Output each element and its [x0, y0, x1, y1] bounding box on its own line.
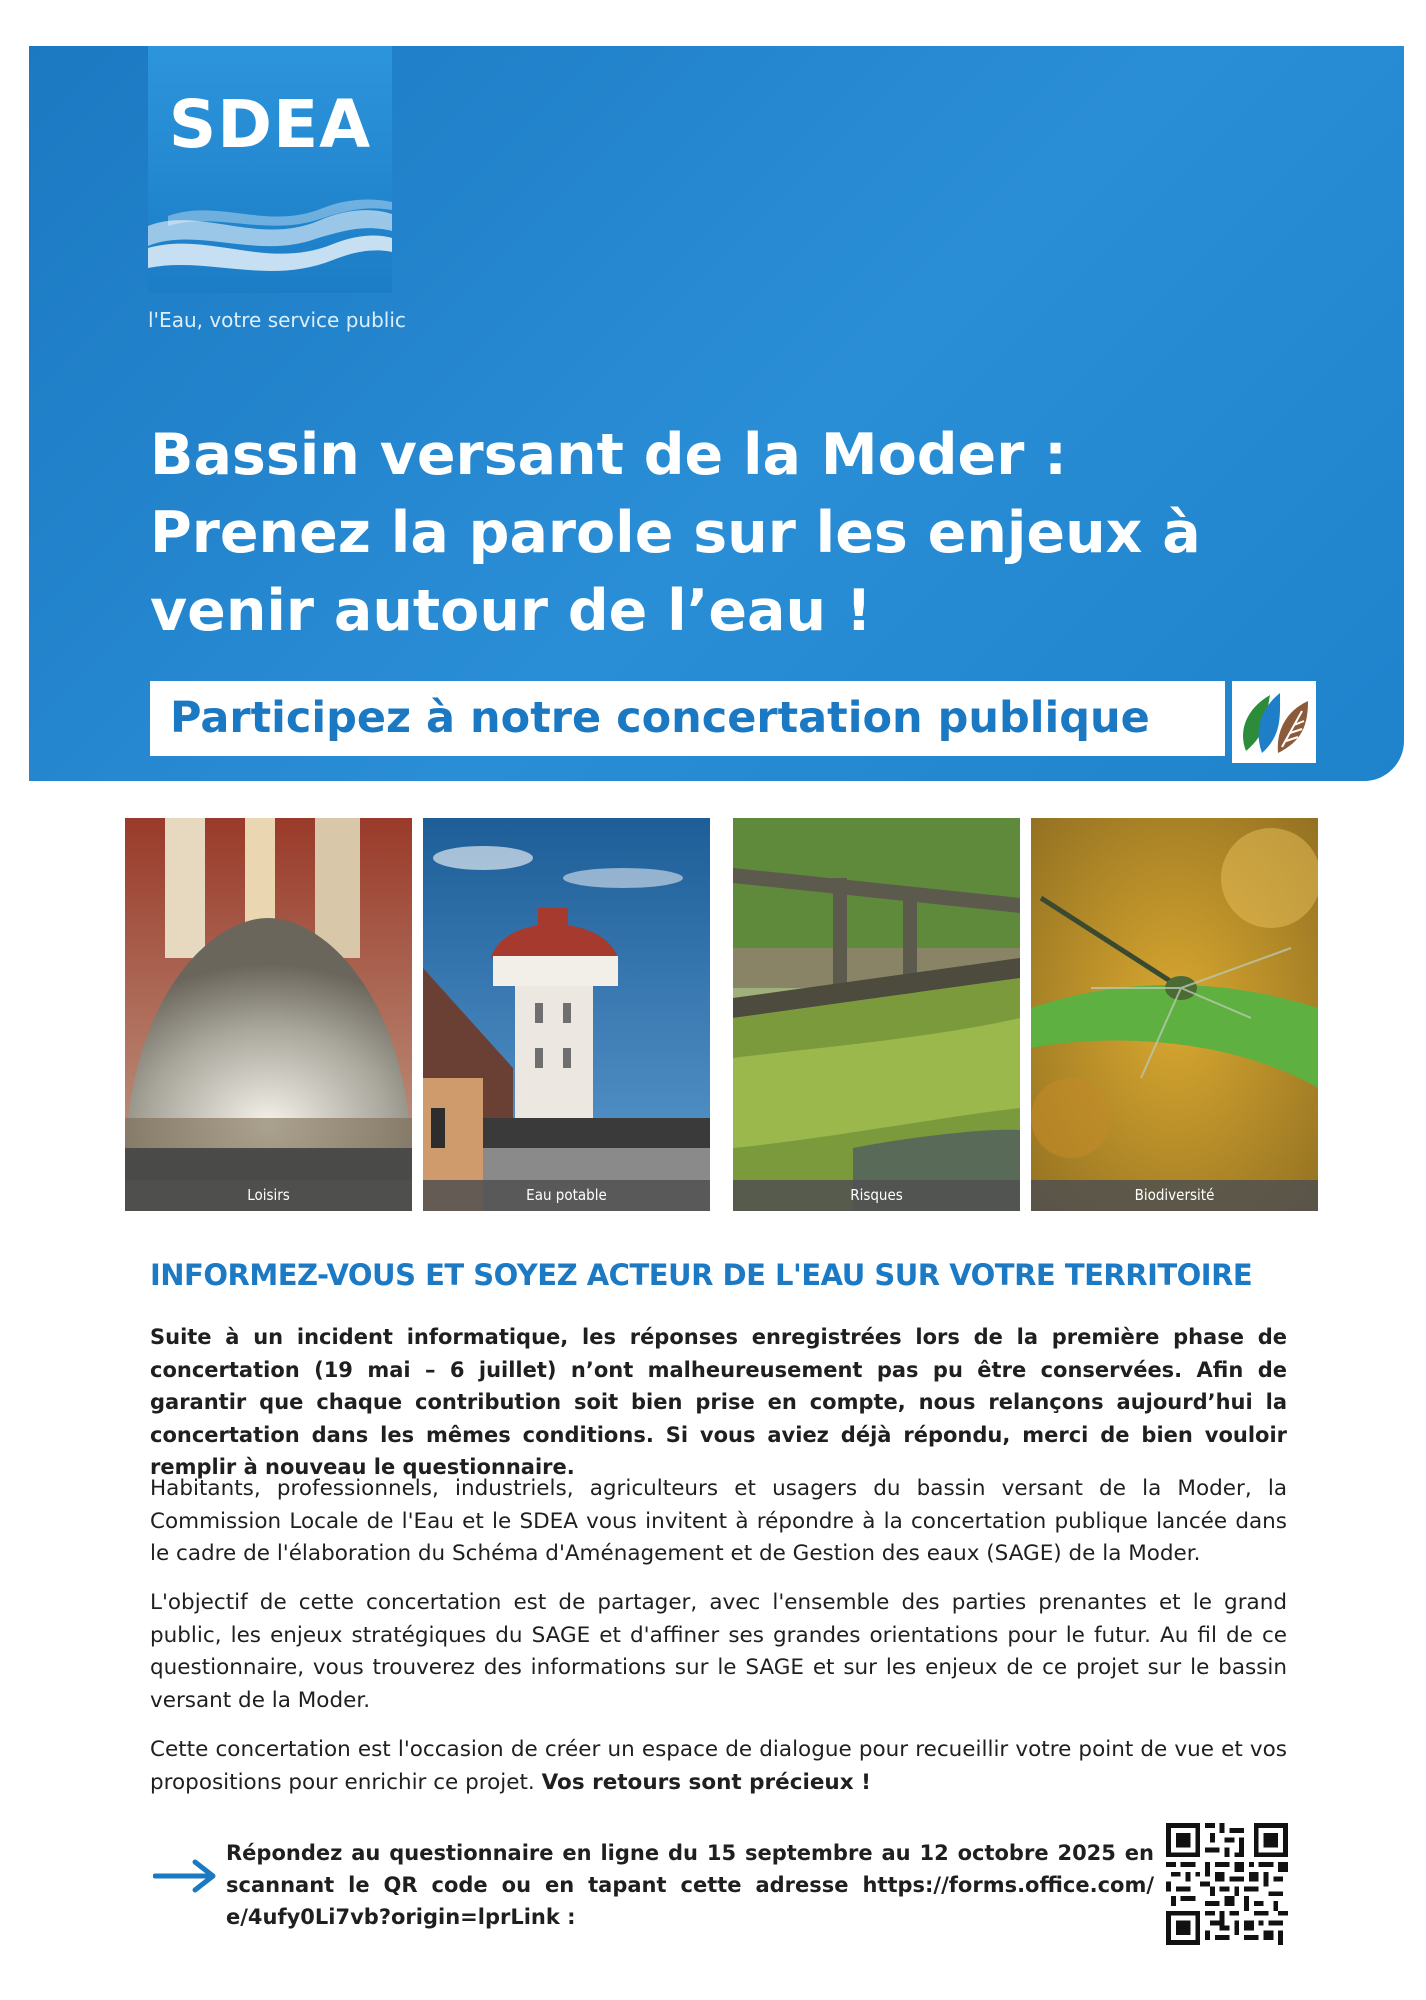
photo-caption: Biodiversité — [1031, 1180, 1318, 1211]
headline — [150, 416, 1300, 650]
river-flood-photo — [733, 818, 1020, 1211]
headline-line-2: Prenez la parole sur les enjeux à — [150, 500, 1201, 566]
photo-caption: Eau potable — [423, 1180, 710, 1211]
logo-waves-icon — [148, 186, 392, 286]
dialogue-paragraph — [150, 1734, 1287, 1799]
photo-caption: Risques — [733, 1180, 1020, 1211]
invitation-paragraph: Habitants, professionnels, industriels, agriculteurs et usagers du bassin versant de la Moder, la Commission Locale de l'Eau et le SDEA vous invitent à répondre à la concertation publique lancée dans le cadre de l'élaboration du Schéma d'Aménagement et de Gestion des eaux (SAGE) de la Moder. — [150, 1476, 1287, 1566]
fountain-photo — [125, 818, 412, 1211]
cta-bar — [150, 681, 1225, 756]
water-tower-photo — [423, 818, 710, 1211]
sdea-logo — [148, 46, 392, 293]
logo-text: SDEA — [168, 86, 372, 163]
photo-eau-potable — [423, 818, 710, 1211]
section-title: INFORMEZ-VOUS ET SOYEZ ACTEUR DE L'EAU SUR VOTRE TERRITOIRE — [150, 1258, 1253, 1292]
photo-caption: Loisirs — [125, 1180, 412, 1211]
qr-code[interactable] — [1166, 1822, 1288, 1946]
arrow-right-icon — [153, 1856, 219, 1896]
photo-loisirs — [125, 818, 412, 1211]
incident-paragraph: Suite à un incident informatique, les réponses enregistrées lors de la première phase de concertation (19 mai – 6 juillet) n’ont malheureusement pas pu être conservées. Afin de garantir que chaque contribution soit bien prise en compte, nous relançons aujourd’hui la concertation dans les mêmes conditions. Si vous aviez déjà répondu, merci de bien vouloir remplir à nouveau le questionnaire. — [150, 1325, 1287, 1479]
dialogue-text: Cette concertation est l'occasion de créer un espace de dialogue pour recueillir votre point de vue et vos propositions pour enrichir ce projet. — [150, 1737, 1287, 1795]
headline-line-3: venir autour de l’eau ! — [150, 578, 872, 644]
photo-risques — [733, 818, 1020, 1211]
headline-line-1: Bassin versant de la Moder : — [150, 422, 1067, 488]
photo-biodiversite — [1031, 818, 1318, 1211]
dialogue-emphasis: Vos retours sont précieux ! — [541, 1769, 871, 1795]
cta-text: Participez à notre concertation publique — [170, 693, 1150, 743]
tagline: l'Eau, votre service public — [148, 308, 406, 332]
response-instructions: Répondez au questionnaire en ligne du 15 septembre au 12 octobre 2025 en scannant le QR code ou en tapant cette adresse https://forms.office.com/ e/4ufy0Li7vb?origin=lprLink : — [226, 1841, 1154, 1929]
dragonfly-photo — [1031, 818, 1318, 1211]
objective-paragraph: L'objectif de cette concertation est de partager, avec l'ensemble des parties prenantes et le grand public, les enjeux stratégiques du SAGE et d'affiner ses grandes orientations pour le futur. Au fil de ce questionnaire, vous trouverez des informations sur le SAGE et sur les enjeux de ce projet sur le bassin versant de la Moder. — [150, 1590, 1287, 1713]
sage-leaves-icon — [1232, 681, 1316, 763]
